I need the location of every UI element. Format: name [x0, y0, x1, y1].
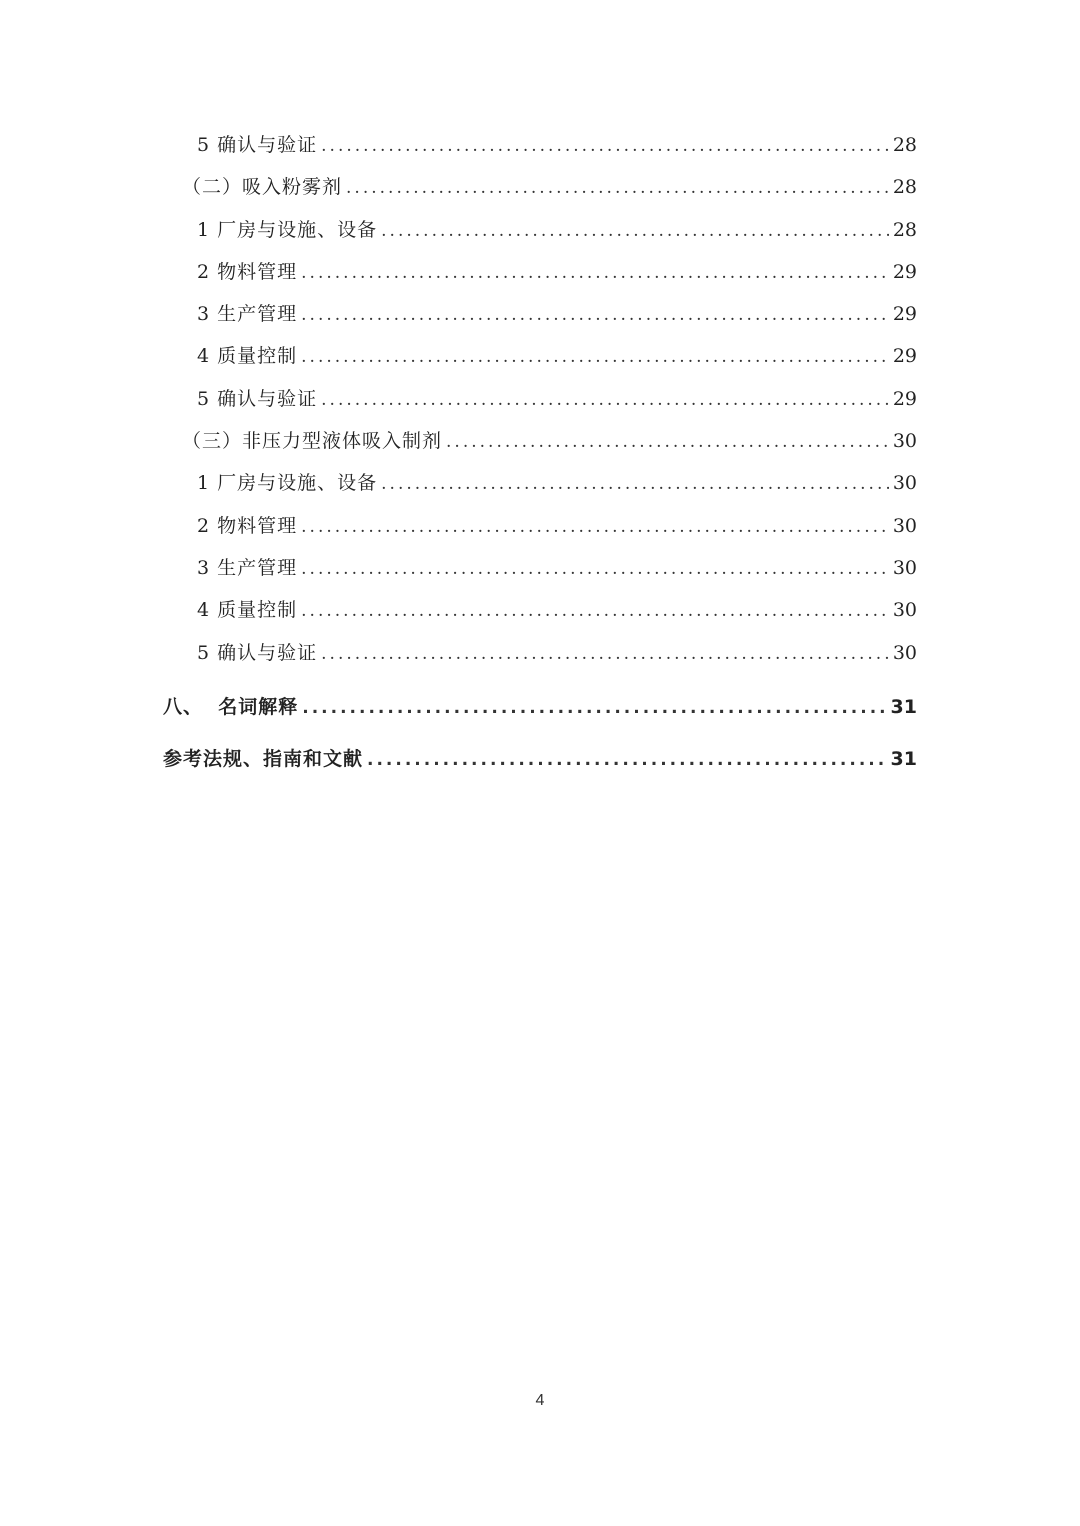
toc-dot-leader: [381, 468, 889, 499]
toc-entry-page: 30: [892, 599, 917, 621]
toc-entry-chapter[interactable]: [163, 743, 917, 775]
toc-entry[interactable]: [197, 214, 917, 246]
toc-entry[interactable]: [197, 340, 917, 372]
page-number: 4: [535, 1392, 545, 1409]
toc-entry-page: 30: [892, 642, 917, 664]
toc-entry-page: 28: [892, 134, 917, 156]
toc-dot-leader: [321, 130, 889, 161]
toc-entry-page: 28: [892, 219, 917, 241]
toc-entry[interactable]: [197, 594, 917, 626]
toc-entry-label: 5 确认与验证: [197, 388, 318, 410]
toc-dot-leader: [301, 553, 889, 584]
toc-entry-label: 参考法规、指南和文献: [163, 748, 364, 770]
toc-entry-page: 30: [892, 515, 917, 537]
toc-entry-label: 八、 名词解释: [163, 696, 299, 718]
toc-entry-label: 2 物料管理: [197, 261, 298, 283]
toc-entry-chapter[interactable]: [163, 691, 917, 723]
toc-dot-leader: [381, 215, 889, 246]
toc-entry-page: 31: [890, 748, 917, 770]
toc-entry-page: 29: [892, 388, 917, 410]
toc-entry[interactable]: [197, 129, 917, 161]
toc-entry-page: 30: [892, 557, 917, 579]
toc-entry-label: 4 质量控制: [197, 345, 298, 367]
toc-dot-leader: [301, 257, 889, 288]
toc-entry[interactable]: [197, 637, 917, 669]
toc-dot-leader: [446, 426, 889, 457]
toc-entry-label: 3 生产管理: [197, 303, 298, 325]
toc-entry[interactable]: [197, 510, 917, 542]
toc-entry-page: 31: [890, 696, 917, 718]
toc-entry-page: 29: [892, 303, 917, 325]
toc-dot-leader: [301, 595, 889, 626]
toc-entry-page: 29: [892, 261, 917, 283]
toc-dot-leader: [301, 341, 889, 372]
toc-entry[interactable]: [182, 171, 917, 203]
toc-entry-page: 29: [892, 345, 917, 367]
toc-entry-label: 1 厂房与设施、设备: [197, 219, 378, 241]
toc-entry-label: 1 厂房与设施、设备: [197, 472, 378, 494]
toc-entry-page: 30: [892, 430, 917, 452]
toc-entry[interactable]: [197, 467, 917, 499]
toc-entry-label: 5 确认与验证: [197, 642, 318, 664]
toc-entry[interactable]: [197, 298, 917, 330]
toc-dot-leader: [321, 384, 889, 415]
toc-dot-leader: [301, 511, 889, 542]
toc-entry-label: 2 物料管理: [197, 515, 298, 537]
toc-entry-label: 5 确认与验证: [197, 134, 318, 156]
toc-entry[interactable]: [197, 256, 917, 288]
toc-dot-leader: [346, 172, 889, 203]
toc-entry-page: 30: [892, 472, 917, 494]
toc-entry[interactable]: [197, 552, 917, 584]
toc-entry[interactable]: [182, 425, 917, 457]
toc-dot-leader: [301, 299, 889, 330]
toc-entry-label: （二）吸入粉雾剂: [182, 176, 343, 198]
toc-entry-page: 28: [892, 176, 917, 198]
toc-entry-label: 3 生产管理: [197, 557, 298, 579]
toc-entry[interactable]: [197, 383, 917, 415]
toc-dot-leader: [302, 692, 886, 723]
toc-dot-leader: [321, 638, 889, 669]
toc-entry-label: 4 质量控制: [197, 599, 298, 621]
toc-dot-leader: [367, 744, 887, 775]
toc-entry-label: （三）非压力型液体吸入制剂: [182, 430, 443, 452]
